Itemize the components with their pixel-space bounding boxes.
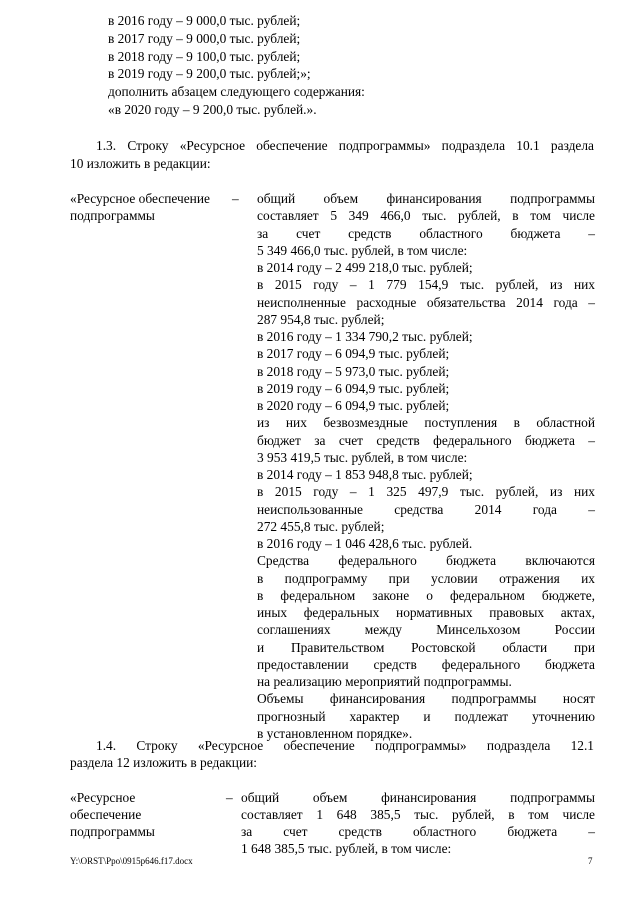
block1-right-line-15: бюджет за счет средств федерального бюджета –	[257, 432, 595, 448]
block1-dash: –	[232, 191, 239, 206]
block2-left-label-1: «Ресурсное	[70, 790, 136, 805]
top-line-3: в 2018 году – 9 100,0 тыс. рублей;	[108, 48, 301, 64]
block1-right-line-4: 5 349 466,0 тыс. рублей, в том числе:	[257, 242, 468, 258]
block1-right-line-9: в 2016 году – 1 334 790,2 тыс. рублей;	[257, 329, 473, 344]
block1-right-line-8: 287 954,8 тыс. рублей;	[257, 311, 385, 327]
block1-right-line-26: соглашениях между Минсельхозом России	[257, 622, 595, 638]
top-line-6: «в 2020 году – 9 200,0 тыс. рублей.».	[108, 102, 317, 117]
section-1-3-line1: 1.3. Строку «Ресурсное обеспечение подпрограммы» подраздела 10.1 раздела	[96, 138, 594, 153]
footer-page-number: 7	[588, 856, 593, 866]
section-1-3-line2: 10 изложить в редакции:	[70, 156, 211, 171]
block1-left-label-1: «Ресурсное обеспечение	[70, 191, 210, 206]
block1-right-line-20: 272 455,8 тыс. рублей;	[257, 518, 385, 534]
block1-right-line-18: в 2015 году – 1 325 497,9 тыс. рублей, из них	[257, 484, 595, 500]
block1-right-line-14: из них безвозмездные поступления в областной	[257, 415, 595, 431]
block1-right-line-28: предоставлении средств федерального бюджета	[257, 656, 595, 672]
block1-right-line-29: на реализацию мероприятий подпрограммы.	[257, 674, 512, 689]
block2-right-line-4: 1 648 385,5 тыс. рублей, в том числе:	[241, 841, 452, 856]
block1-right-line-13: в 2020 году – 6 094,9 тыс. рублей;	[257, 398, 450, 413]
block1-right-line-31: прогнозный характер и подлежат уточнению	[257, 708, 595, 724]
block1-right-line-25: иных федеральных нормативных правовых актах,	[257, 605, 595, 620]
block1-right-line-30: Объемы финансирования подпрограммы носят	[257, 691, 595, 707]
block1-right-line-32: в установленном порядке».	[257, 725, 413, 741]
block1-right-line-23: в подпрограмму при условии отражения их	[257, 570, 595, 586]
block1-right-line-24: в федеральном законе о федеральном бюджете,	[257, 587, 595, 603]
block2-left-label-3: подпрограммы	[70, 824, 155, 839]
block1-right-line-19: неиспользованные средства 2014 года –	[257, 501, 595, 517]
block1-right-line-6: в 2015 году – 1 779 154,9 тыс. рублей, из них	[257, 277, 595, 293]
block2-right-line-3: за счет средств областного бюджета –	[241, 824, 595, 839]
block1-right-line-10: в 2017 году – 6 094,9 тыс. рублей;	[257, 346, 450, 362]
block1-right-line-3: за счет средств областного бюджета –	[257, 225, 595, 241]
top-line-2: в 2017 году – 9 000,0 тыс. рублей;	[108, 30, 301, 46]
block1-right-line-16: 3 953 419,5 тыс. рублей, в том числе:	[257, 449, 468, 465]
top-line-5: дополнить абзацем следующего содержания:	[108, 84, 365, 100]
block1-right-line-12: в 2019 году – 6 094,9 тыс. рублей;	[257, 380, 450, 396]
block2-right-line-1: общий объем финансирования подпрограммы	[241, 790, 595, 805]
block1-right-line-11: в 2018 году – 5 973,0 тыс. рублей;	[257, 363, 450, 379]
block1-right-line-2: составляет 5 349 466,0 тыс. рублей, в том числе	[257, 208, 595, 224]
top-line-4: в 2019 году – 9 200,0 тыс. рублей;»;	[108, 66, 311, 82]
block2-left-label-2: обеспечение	[70, 807, 142, 822]
footer-file-path: Y:\ORST\Ppo\0915p646.f17.docx	[70, 856, 193, 866]
block2-right-line-2: составляет 1 648 385,5 тыс. рублей, в том числе	[241, 807, 595, 822]
block1-right-line-22: Средства федерального бюджета включаются	[257, 553, 595, 569]
block1-right-line-17: в 2014 году – 1 853 948,8 тыс. рублей;	[257, 467, 473, 482]
section-1-4-line2: раздела 12 изложить в редакции:	[70, 755, 257, 770]
block1-right-line-7: неисполненные расходные обязательства 2014 года –	[257, 294, 595, 310]
block1-left-label-2: подпрограммы	[70, 208, 155, 223]
section-1-4-line1: 1.4. Строку «Ресурсное обеспечение подпрограммы» подраздела 12.1	[96, 738, 594, 753]
block1-right-line-27: и Правительством Ростовской области при	[257, 639, 595, 655]
top-line-1: в 2016 году – 9 000,0 тыс. рублей;	[108, 13, 301, 28]
block1-right-line-1: общий объем финансирования подпрограммы	[257, 191, 595, 206]
block1-right-line-5: в 2014 году – 2 499 218,0 тыс. рублей;	[257, 260, 473, 275]
block1-right-line-21: в 2016 году – 1 046 428,6 тыс. рублей.	[257, 536, 473, 551]
block2-dash: –	[226, 790, 233, 805]
